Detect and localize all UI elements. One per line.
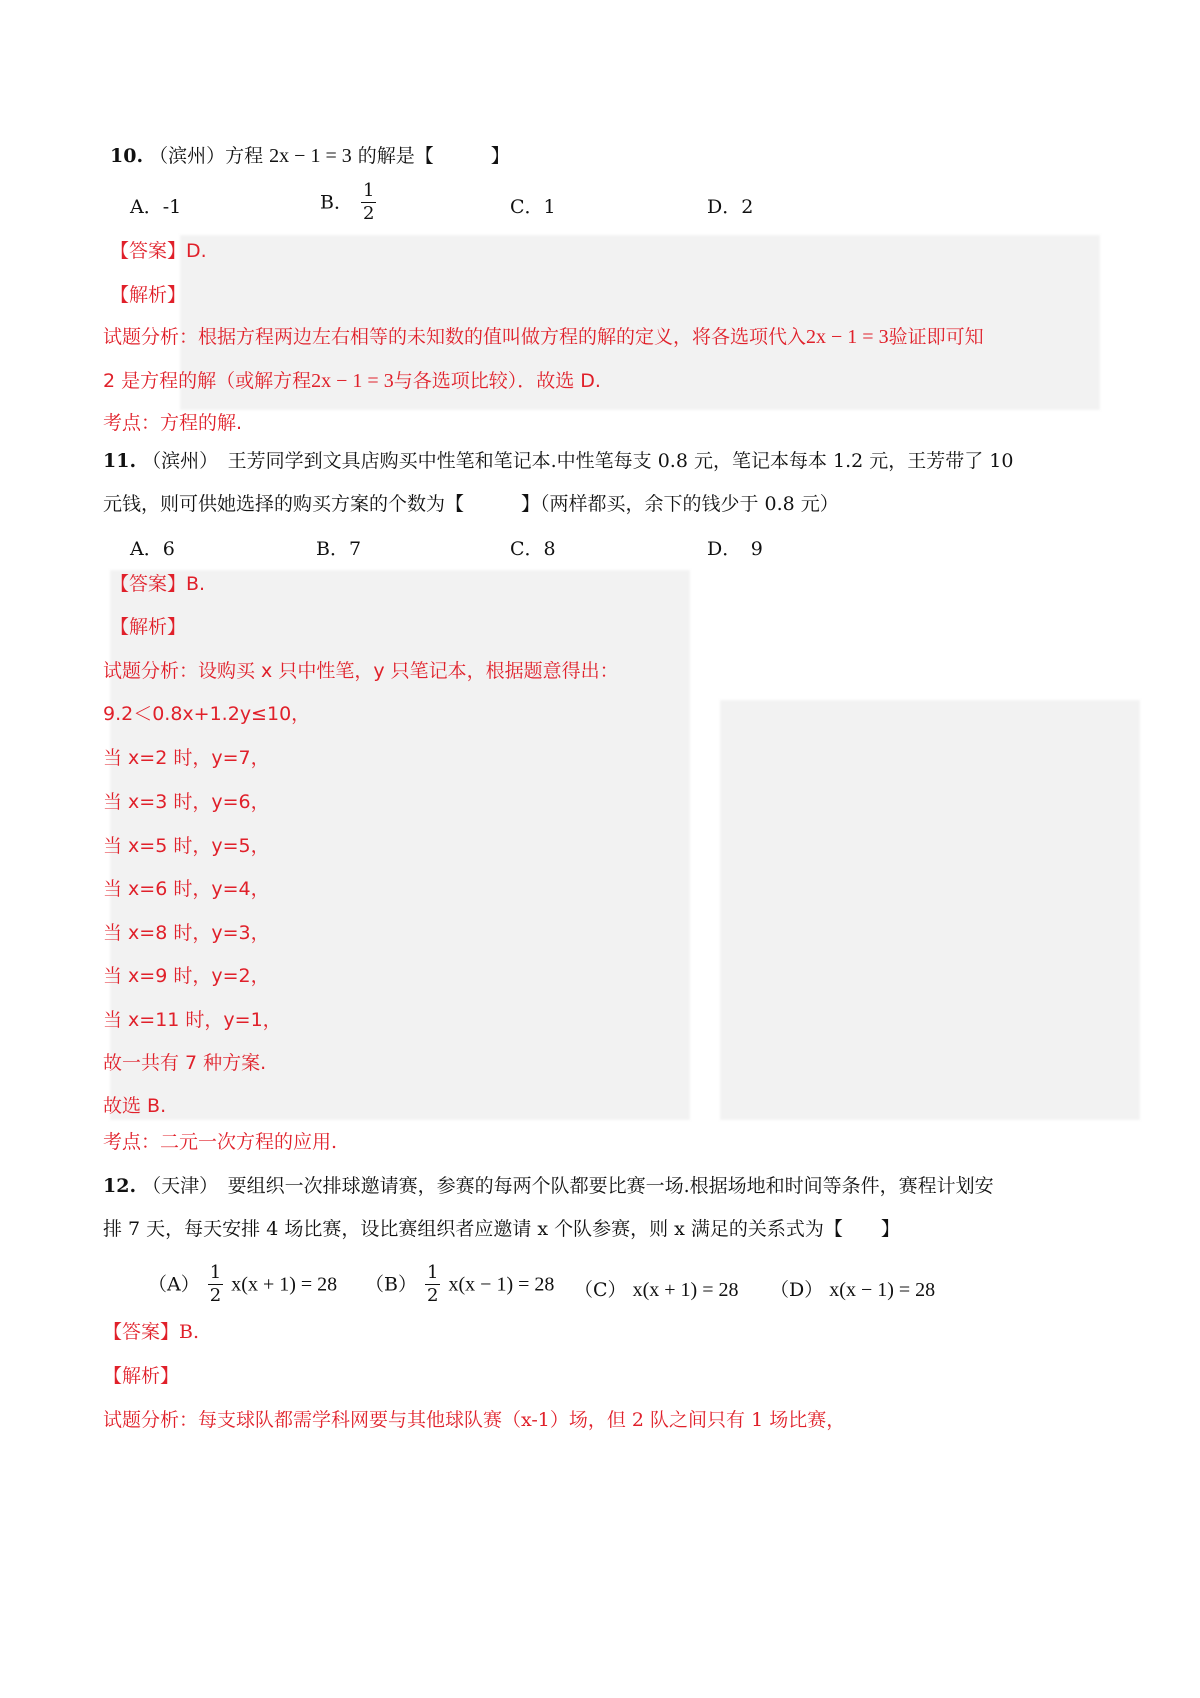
q11-analysis-title: 【解析】 [110,616,187,638]
q11-analysis-line: 当 x=8 时，y=3， [103,922,270,944]
option-label: （D） [770,1279,824,1301]
fraction-numerator: 1 [363,180,375,201]
q10-option-b-label: B． [320,191,353,214]
option-label: （A） [148,1273,200,1296]
q11-option-d: D． 9 [707,538,763,560]
q11-analysis-line: 当 x=9 时，y=2， [103,965,270,987]
analysis-text: 与各选项比较）．故选 D. [393,370,601,392]
q11-analysis-line: 故选 B. [103,1095,167,1117]
q11-analysis-line: 当 x=5 时，y=5， [103,835,270,857]
q12-analysis-line-1: 试题分析：每支球队都需学科网要与其他球队赛（x-1）场，但 2 队之间只有 1 场比赛， [103,1409,846,1431]
option-label: （B） [365,1273,417,1296]
option-label: （C） [574,1279,627,1301]
analysis-text: 验证即可知 [888,326,984,348]
fraction-denominator: 2 [427,1285,439,1306]
q10-answer: 【答案】D. [110,240,207,262]
q11-number: 11. [103,450,137,472]
q11-analysis-line: 故一共有 7 种方案. [103,1052,267,1074]
q10-option-d: D．2 [707,196,754,218]
option-fraction [425,1262,440,1307]
q11-analysis-line: 当 x=6 时，y=4， [103,878,270,900]
option-expression: x(x − 1) = 28 [829,1279,936,1301]
q11-analysis-line: 9.2＜0.8x+1.2y≤10， [103,703,311,725]
q10-option-a: A．-1 [130,196,182,218]
analysis-text: 试题分析：根据方程两边左右相等的未知数的值叫做方程的解的定义，将各选项代入 [103,326,807,348]
fraction-numerator: 1 [427,1262,439,1283]
q10-option-b [320,180,378,225]
q10-analysis-line-2 [103,367,601,395]
q11-analysis-line: 当 x=2 时，y=7， [103,747,270,769]
q10-option-c: C．1 [510,196,556,218]
fraction-numerator: 1 [209,1262,222,1283]
q11-option-a: A．6 [130,538,175,560]
q11-stem-line-2: 元钱，则可供她选择的购买方案的个数为【 】（两样都买，余下的钱少于 0.8 元） [103,493,839,515]
q12-stem-line-1 [103,1172,994,1200]
q12-answer: 【答案】B. [103,1321,200,1343]
q11-analysis-line: 当 x=11 时，y=1， [103,1009,282,1031]
option-expression: x(x + 1) = 28 [632,1279,739,1301]
q10-equation: 2x − 1 = 3 [269,145,352,167]
q10-option-b-fraction [361,180,376,225]
option-expression: x(x + 1) = 28 [231,1273,338,1296]
q10-analysis-line-1 [103,323,984,351]
q10-tail: 的解是【 】 [357,145,510,167]
option-fraction [208,1262,223,1307]
analysis-equation: 2x − 1 = 3 [806,326,889,348]
q11-option-b: B．7 [316,538,362,560]
q10-point: 考点：方程的解. [103,412,243,434]
q11-point: 考点：二元一次方程的应用. [103,1131,338,1153]
q10-stem [110,142,510,170]
q12-stem-line-2: 排 7 天，每天安排 4 场比赛，设比赛组织者应邀请 x 个队参赛，则 x 满足的关系式为【 】 [103,1218,900,1240]
fraction-denominator: 2 [363,203,375,224]
q11-answer: 【答案】B. [110,573,206,595]
q12-option-c [574,1276,738,1304]
q11-analysis-line: 试题分析：设购买 x 只中性笔，y 只笔记本，根据题意得出： [103,660,619,682]
analysis-text: 2 是方程的解（或解方程 [103,370,312,392]
q12-text-1: （天津） 要组织一次排球邀请赛，参赛的每两个队都要比赛一场.根据场地和时间等条件，赛程计划安 [142,1175,994,1197]
q11-text-1: （滨州） 王芳同学到文具店购买中性笔和笔记本.中性笔每支 0.8 元，笔记本每本 1.2 元，王芳带了 10 [142,450,1014,472]
q11-option-c: C．8 [510,538,556,560]
q11-analysis-line: 当 x=3 时，y=6， [103,791,270,813]
q12-option-b [365,1262,554,1307]
watermark-region-right [720,700,1140,1120]
fraction-denominator: 2 [209,1285,222,1306]
analysis-equation: 2x − 1 = 3 [311,370,394,392]
q12-number: 12. [103,1175,137,1197]
q10-text: （滨州）方程 [149,145,264,167]
q11-stem-line-1 [103,447,1013,475]
q10-number: 10. [110,145,144,167]
q12-analysis-title: 【解析】 [103,1365,180,1387]
option-expression: x(x − 1) = 28 [448,1273,555,1296]
q10-analysis-title: 【解析】 [110,284,187,306]
q12-option-d [770,1276,935,1304]
q12-option-a [148,1262,337,1307]
